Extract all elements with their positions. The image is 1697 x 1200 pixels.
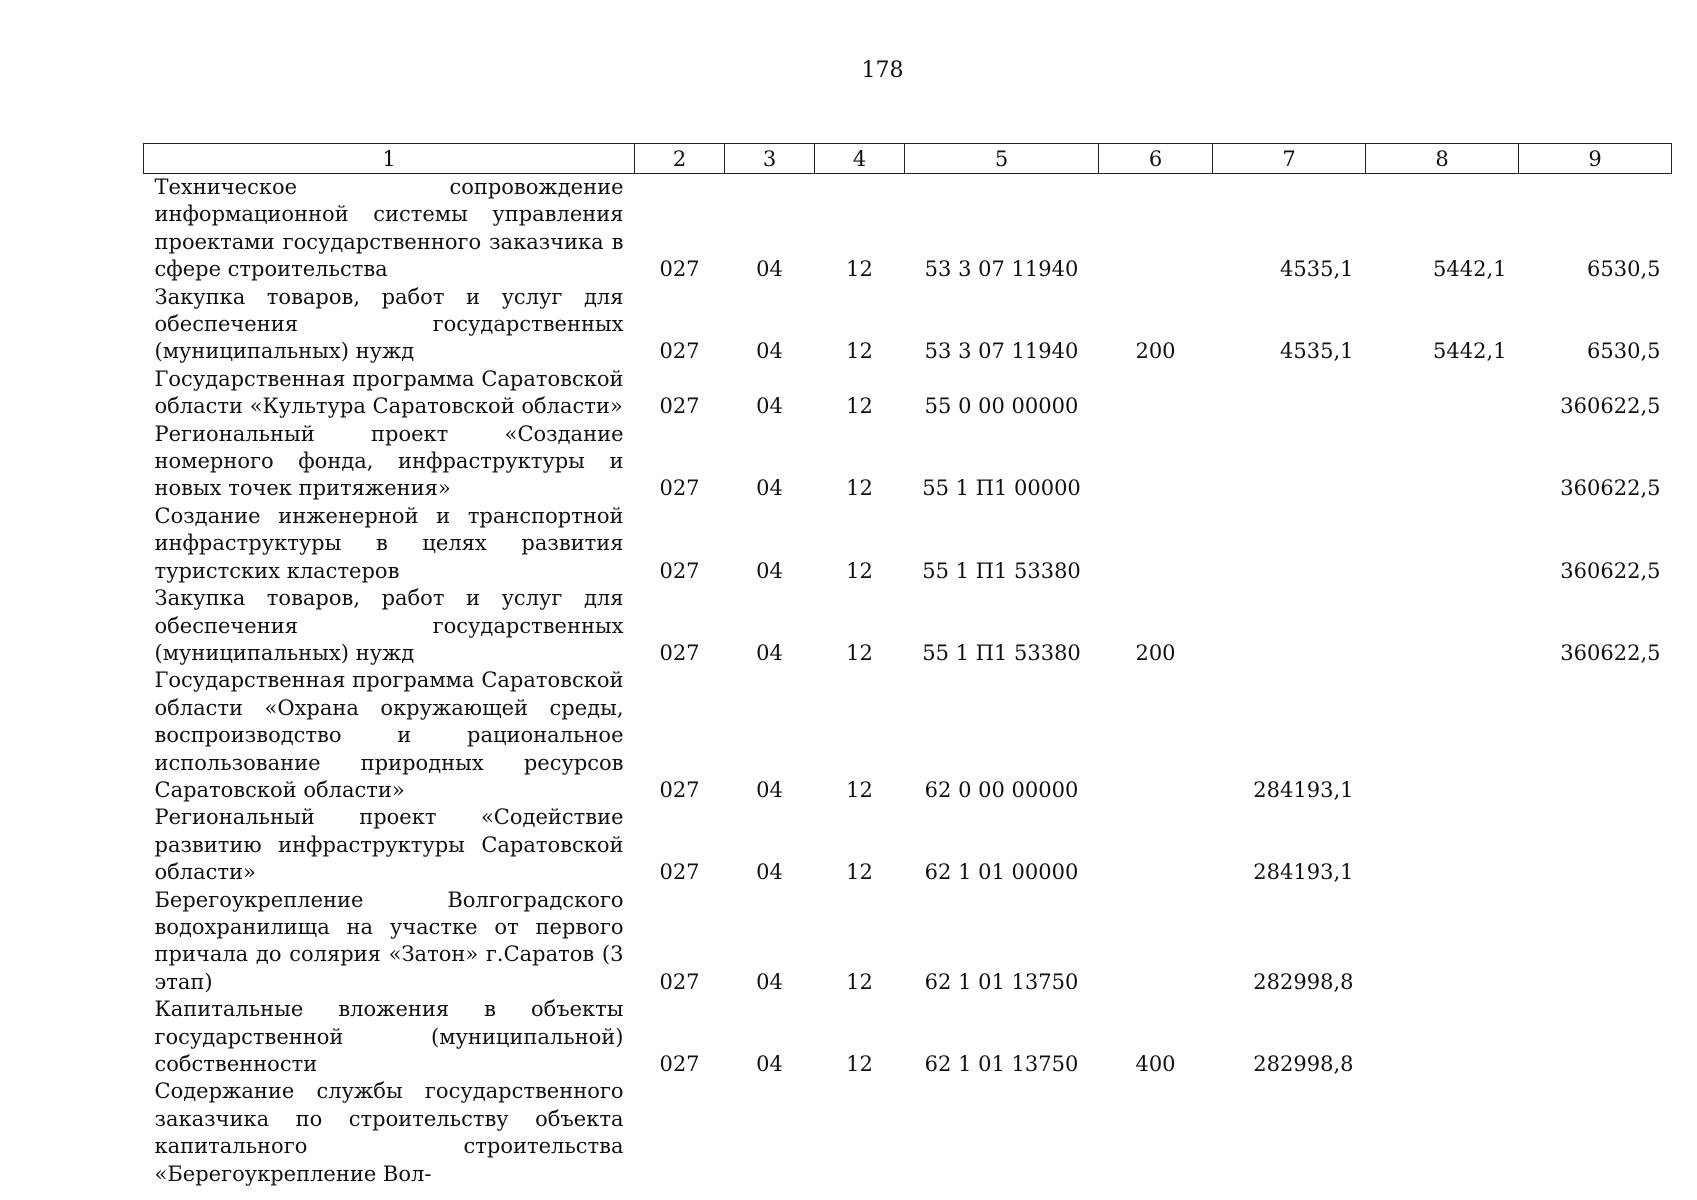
table-row: [144, 667, 1672, 804]
column-header: 6: [1099, 144, 1213, 174]
cell-target-article: 55 1 П1 00000: [922, 476, 1081, 501]
cell-expense-type: [1099, 421, 1213, 503]
cell-admin-code: 027: [659, 394, 700, 419]
cell-amount-7: [1213, 421, 1366, 503]
table-row: [144, 585, 1672, 667]
cell-admin-code: 027: [659, 339, 700, 364]
cell-amount-8: 5442,1: [1433, 257, 1507, 282]
cell-admin-code: 027: [659, 257, 700, 282]
cell-target-article: 55 1 П1 53380: [922, 558, 1081, 583]
cell-amount-9: [1519, 996, 1672, 1078]
cell-amount-7: [1213, 1078, 1366, 1188]
table-row: [144, 503, 1672, 585]
column-header: 7: [1213, 144, 1366, 174]
cell-amount-7: 282998,8: [1253, 1052, 1354, 1076]
cell-expense-type: [1099, 174, 1213, 284]
cell-amount-9: [1519, 804, 1672, 886]
cell-subsection: 12: [846, 394, 873, 419]
cell-amount-7: 284193,1: [1253, 777, 1354, 802]
cell-amount-9: 360622,5: [1560, 394, 1661, 419]
row-name: Региональный проект «Содействие развитию инфраструктуры Саратовской области»: [154, 805, 624, 885]
cell-section: 04: [756, 257, 783, 282]
cell-admin-code: 027: [659, 860, 700, 885]
column-header: 2: [635, 144, 725, 174]
cell-amount-7: 4535,1: [1280, 257, 1354, 282]
cell-expense-type: [1099, 804, 1213, 886]
column-header: 9: [1519, 144, 1672, 174]
cell-amount-9: [1519, 667, 1672, 804]
cell-amount-8: 5442,1: [1433, 339, 1507, 364]
row-name: Капитальные вложения в объекты государственной (муниципальной) собственности: [154, 997, 624, 1076]
cell-target-article: 55 1 П1 53380: [922, 640, 1081, 665]
cell-expense-type: 400: [1135, 1052, 1176, 1076]
cell-admin-code: [635, 1078, 725, 1188]
cell-target-article: 55 0 00 00000: [924, 394, 1079, 419]
cell-amount-8: [1366, 887, 1519, 997]
cell-section: [725, 1078, 815, 1188]
page-number: 178: [861, 58, 904, 83]
cell-section: 04: [756, 476, 783, 501]
cell-subsection: [815, 1078, 905, 1188]
cell-expense-type: 200: [1135, 640, 1176, 665]
column-header: 3: [725, 144, 815, 174]
row-name: Техническое сопровождение информационной системы управления проектами государственного заказчика в сфере строительства: [154, 175, 624, 282]
cell-amount-8: [1366, 667, 1519, 804]
table-row: [144, 1078, 1672, 1188]
cell-target-article: 62 1 01 13750: [924, 969, 1079, 994]
cell-subsection: 12: [846, 339, 873, 364]
cell-amount-8: [1366, 996, 1519, 1078]
cell-expense-type: [1099, 503, 1213, 585]
cell-target-article: 53 3 07 11940: [924, 257, 1079, 282]
cell-amount-9: 360622,5: [1560, 476, 1661, 501]
cell-section: 04: [756, 640, 783, 665]
budget-table: [143, 143, 1672, 1188]
cell-subsection: 12: [846, 777, 873, 802]
column-header: 4: [815, 144, 905, 174]
table-row: [144, 366, 1672, 421]
header-row: [144, 144, 1672, 174]
cell-admin-code: 027: [659, 558, 700, 583]
cell-amount-7: 4535,1: [1280, 339, 1354, 364]
cell-amount-9: 6530,5: [1587, 257, 1661, 282]
table-row: [144, 887, 1672, 997]
cell-amount-7: [1213, 503, 1366, 585]
table-row: [144, 421, 1672, 503]
row-name: Содержание службы государственного заказчика по строительству объекта капитального строительства «Берегоукрепление Вол-: [154, 1079, 624, 1186]
row-name: Закупка товаров, работ и услуг для обеспечения государственных (муниципальных) нужд: [154, 284, 624, 364]
cell-amount-9: 360622,5: [1560, 640, 1661, 665]
row-name: Региональный проект «Создание номерного фонда, инфраструктуры и новых точек притяжения»: [154, 421, 624, 501]
cell-section: 04: [756, 394, 783, 419]
cell-amount-7: [1213, 366, 1366, 421]
column-header: 5: [905, 144, 1099, 174]
table-row: [144, 996, 1672, 1078]
cell-target-article: 62 1 01 13750: [924, 1052, 1079, 1076]
cell-amount-8: [1366, 421, 1519, 503]
cell-expense-type: [1099, 667, 1213, 804]
cell-amount-8: [1366, 585, 1519, 667]
cell-target-article: [905, 1078, 1099, 1188]
cell-section: 04: [756, 777, 783, 802]
cell-amount-7: 284193,1: [1253, 860, 1354, 885]
cell-expense-type: 200: [1135, 339, 1176, 364]
cell-amount-9: 360622,5: [1560, 558, 1661, 583]
row-name: Берегоукрепление Волгоградского водохранилища на участке от первого причала до солярия «Затон» г.Саратов (3 этап): [154, 887, 624, 994]
cell-subsection: 12: [846, 257, 873, 282]
cell-section: 04: [756, 969, 783, 994]
cell-amount-8: [1366, 1078, 1519, 1188]
cell-admin-code: 027: [659, 640, 700, 665]
cell-section: 04: [756, 339, 783, 364]
cell-subsection: 12: [846, 860, 873, 885]
cell-target-article: 62 0 00 00000: [924, 777, 1079, 802]
row-name: Закупка товаров, работ и услуг для обеспечения государственных (муниципальных) нужд: [154, 586, 624, 665]
cell-section: 04: [756, 1052, 783, 1076]
cell-expense-type: [1099, 366, 1213, 421]
cell-subsection: 12: [846, 1052, 873, 1076]
column-header: 1: [144, 144, 635, 174]
cell-expense-type: [1099, 887, 1213, 997]
table-row: [144, 174, 1672, 284]
cell-amount-9: 6530,5: [1587, 339, 1661, 364]
cell-amount-9: [1519, 887, 1672, 997]
cell-subsection: 12: [846, 476, 873, 501]
cell-amount-8: [1366, 804, 1519, 886]
table-row: [144, 284, 1672, 366]
cell-subsection: 12: [846, 558, 873, 583]
cell-admin-code: 027: [659, 1052, 700, 1076]
cell-amount-8: [1366, 366, 1519, 421]
cell-target-article: 53 3 07 11940: [924, 339, 1079, 364]
cell-target-article: 62 1 01 00000: [924, 860, 1079, 885]
cell-expense-type: [1099, 1078, 1213, 1188]
cell-admin-code: 027: [659, 476, 700, 501]
cell-section: 04: [756, 860, 783, 885]
cell-admin-code: 027: [659, 777, 700, 802]
column-header: 8: [1366, 144, 1519, 174]
row-name: Государственная программа Саратовской области «Охрана окружающей среды, воспроизводство и рациональное использование природных ресурсов Саратовской области»: [154, 668, 624, 802]
cell-subsection: 12: [846, 969, 873, 994]
cell-amount-9: [1519, 1078, 1672, 1188]
cell-admin-code: 027: [659, 969, 700, 994]
cell-amount-7: [1213, 585, 1366, 667]
row-name: Создание инженерной и транспортной инфраструктуры в целях развития туристских кластеров: [154, 503, 624, 583]
cell-subsection: 12: [846, 640, 873, 665]
cell-amount-8: [1366, 503, 1519, 585]
cell-section: 04: [756, 558, 783, 583]
row-name: Государственная программа Саратовской области «Культура Саратовской области»: [154, 366, 624, 419]
cell-amount-7: 282998,8: [1253, 969, 1354, 994]
table-body: [144, 174, 1672, 1189]
table-row: [144, 804, 1672, 886]
